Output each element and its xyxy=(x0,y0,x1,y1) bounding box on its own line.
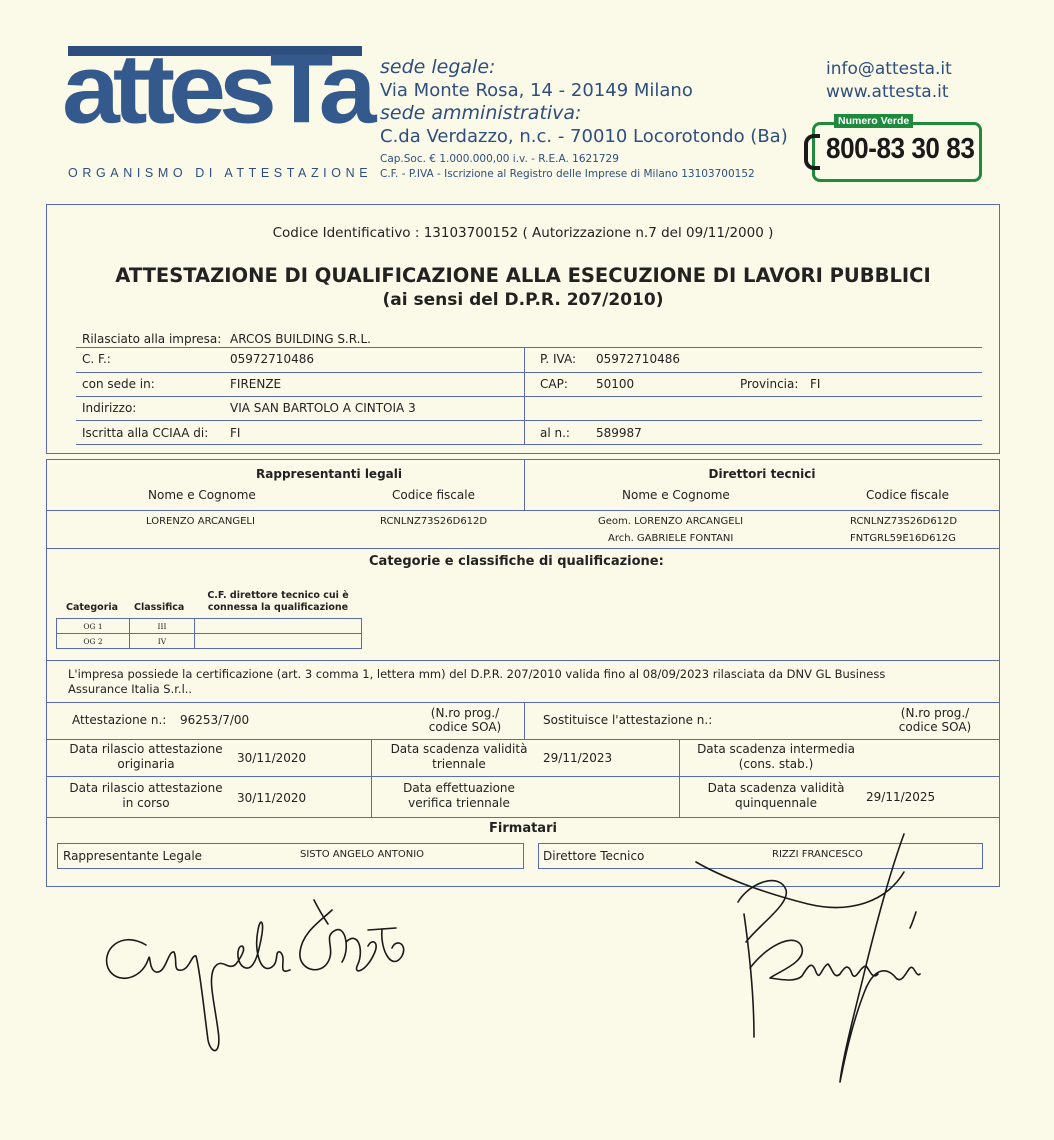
attestazione-value: 96253/7/00 xyxy=(180,713,250,727)
cap-value: 50100 xyxy=(596,377,635,391)
email-link[interactable]: info@attesta.it xyxy=(826,59,952,79)
rilasciato-label: Rilasciato alla impresa: xyxy=(82,332,222,346)
cf-label: C. F.: xyxy=(82,352,111,366)
categoria-cell: OG 2 xyxy=(57,634,130,649)
cf-cell xyxy=(195,634,362,649)
cap-soc: Cap.Soc. € 1.000.000,00 i.v. - R.E.A. 1621729 xyxy=(380,153,619,165)
tech-directors-title: Direttori tecnici xyxy=(708,467,816,481)
column-divider xyxy=(679,740,680,817)
cap-label: CAP: xyxy=(540,377,568,391)
data-scad-trien-value: 29/11/2023 xyxy=(543,751,613,765)
firmatari-title: Firmatari xyxy=(489,821,557,836)
certificate-header-frame xyxy=(46,204,1000,454)
cf-piva-registro: C.F. - P.IVA - Iscrizione al Registro delle Imprese di Milano 13103700152 xyxy=(380,168,755,180)
tech-sign-label: Direttore Tecnico xyxy=(543,849,645,863)
data-scad-quinq-value: 29/11/2025 xyxy=(866,790,936,804)
divider xyxy=(76,347,982,348)
data-rilascio-corso-label-1: Data rilascio attestazione xyxy=(69,781,223,795)
table-row xyxy=(57,619,362,634)
phone-icon xyxy=(804,134,820,170)
certificate-title: ATTESTAZIONE DI QUALIFICAZIONE ALLA ESECUZIONE DI LAVORI PUBBLICI xyxy=(115,264,931,287)
divider xyxy=(76,420,982,421)
column-divider xyxy=(524,348,525,444)
piva-value: 05972710486 xyxy=(596,352,680,366)
legal-rep-name: LORENZO ARCANGELI xyxy=(146,516,255,527)
data-scad-quinq-label-1: Data scadenza validità xyxy=(707,781,845,795)
categoria-header: Categoria xyxy=(66,602,119,613)
data-scad-trien-label-2: triennale xyxy=(432,757,486,771)
divider xyxy=(46,510,1000,511)
tech-cf-header: Codice fiscale xyxy=(866,488,949,502)
indirizzo-label: Indirizzo: xyxy=(82,401,137,415)
column-divider xyxy=(371,740,372,817)
divider xyxy=(46,702,1000,703)
data-scad-quinq-label-2: quinquennale xyxy=(734,796,818,810)
certification-line-2: Assurance Italia S.r.l.. xyxy=(68,682,193,696)
data-scad-interm-label-2: (cons. stab.) xyxy=(738,757,814,771)
cciaa-label: Iscritta alla CCIAA di: xyxy=(82,426,209,440)
signature-angelo-sisto xyxy=(96,890,426,1070)
tech-dir-cf: FNTGRL59E16D612G xyxy=(850,533,956,544)
data-rilascio-orig-label-1: Data rilascio attestazione xyxy=(69,742,223,756)
data-rilascio-orig-label-2: originaria xyxy=(117,757,175,771)
certification-line-1: L'impresa possiede la certificazione (art. 3 comma 1, lettera mm) del D.P.R. 207/2010 valida fino al 08/09/2023 rilasciata da DNV GL Business xyxy=(68,667,886,681)
cf-value: 05972710486 xyxy=(230,352,314,366)
sede-legale-label: sede legale: xyxy=(380,56,496,78)
logo-subtitle: ORGANISMO DI ATTESTAZIONE xyxy=(68,166,373,180)
data-scad-interm-label-1: Data scadenza intermedia xyxy=(697,742,855,756)
cciaa-value: FI xyxy=(230,426,241,440)
divider xyxy=(76,372,982,373)
classifica-header: Classifica xyxy=(134,602,185,613)
data-scad-trien-label-1: Data scadenza validità xyxy=(390,742,528,756)
classifica-cell: III xyxy=(130,619,195,634)
website-link[interactable]: www.attesta.it xyxy=(826,82,949,102)
provincia-label: Provincia: xyxy=(740,377,799,391)
table-row xyxy=(57,634,362,649)
cf-cell xyxy=(195,619,362,634)
rilasciato-value: ARCOS BUILDING S.R.L. xyxy=(230,332,371,346)
tech-dir-name: Arch. GABRIELE FONTANI xyxy=(608,533,734,544)
legal-sign-label: Rappresentante Legale xyxy=(63,849,203,863)
divider xyxy=(46,548,1000,549)
legal-reps-title: Rappresentanti legali xyxy=(256,467,402,481)
prog-label-1: (N.ro prog./ xyxy=(900,706,970,720)
classifica-cell: IV xyxy=(130,634,195,649)
sede-value: FIRENZE xyxy=(230,377,282,391)
column-divider xyxy=(524,703,525,739)
categories-title: Categorie e classifiche di qualificazione: xyxy=(369,554,664,569)
piva-label: P. IVA: xyxy=(540,352,577,366)
attesta-logo: attesTa xyxy=(62,34,370,145)
divider xyxy=(46,776,1000,777)
tech-dir-name: Geom. LORENZO ARCANGELI xyxy=(598,516,744,527)
prog-label-2: codice SOA) xyxy=(428,720,502,734)
legal-rep-cf: RCNLNZ73S26D612D xyxy=(380,516,488,527)
data-verifica-label-1: Data effettuazione xyxy=(403,781,515,795)
prog-label-2: codice SOA) xyxy=(898,720,972,734)
signature-francesco-rizzi xyxy=(690,832,930,1087)
cf-col-header-2: connessa la qualificazione xyxy=(207,602,349,613)
sostituisce-label: Sostituisce l'attestazione n.: xyxy=(543,713,713,727)
sede-amm-label: sede amministrativa: xyxy=(380,102,582,124)
numero-verde-number[interactable]: 800-83 30 83 xyxy=(826,133,975,165)
cf-col-header-1: C.F. direttore tecnico cui è xyxy=(207,590,349,601)
data-rilascio-corso-value: 30/11/2020 xyxy=(237,791,307,805)
provincia-value: FI xyxy=(810,377,821,391)
data-verifica-label-2: verifica triennale xyxy=(408,796,510,810)
aln-value: 589987 xyxy=(596,426,642,440)
sede-legale-address: Via Monte Rosa, 14 - 20149 Milano xyxy=(380,80,693,101)
tech-name-header: Nome e Cognome xyxy=(622,488,730,502)
categoria-cell: OG 1 xyxy=(57,619,130,634)
prog-label-1: (N.ro prog./ xyxy=(430,706,500,720)
tech-sign-value: RIZZI FRANCESCO xyxy=(772,849,863,860)
indirizzo-value: VIA SAN BARTOLO A CINTOIA 3 xyxy=(230,401,416,415)
codice-identificativo: Codice Identificativo : 13103700152 ( Autorizzazione n.7 del 09/11/2000 ) xyxy=(272,225,774,241)
sede-amm-address: C.da Verdazzo, n.c. - 70010 Locorotondo (Ba) xyxy=(380,126,788,147)
data-rilascio-corso-label-2: in corso xyxy=(122,796,170,810)
categories-table xyxy=(56,618,362,649)
divider xyxy=(76,396,982,397)
certificate-subtitle: (ai sensi del D.P.R. 207/2010) xyxy=(382,290,664,310)
legal-name-header: Nome e Cognome xyxy=(148,488,256,502)
numero-verde-label: Numero Verde xyxy=(834,114,913,128)
sede-label: con sede in: xyxy=(82,377,155,391)
data-rilascio-orig-value: 30/11/2020 xyxy=(237,751,307,765)
divider xyxy=(76,444,982,445)
divider xyxy=(46,817,1000,818)
attestazione-label: Attestazione n.: xyxy=(72,713,167,727)
aln-label: al n.: xyxy=(540,426,570,440)
divider xyxy=(46,739,1000,740)
legal-cf-header: Codice fiscale xyxy=(392,488,475,502)
tech-dir-cf: RCNLNZ73S26D612D xyxy=(850,516,958,527)
legal-sign-value: SISTO ANGELO ANTONIO xyxy=(300,849,425,860)
divider xyxy=(46,660,1000,661)
